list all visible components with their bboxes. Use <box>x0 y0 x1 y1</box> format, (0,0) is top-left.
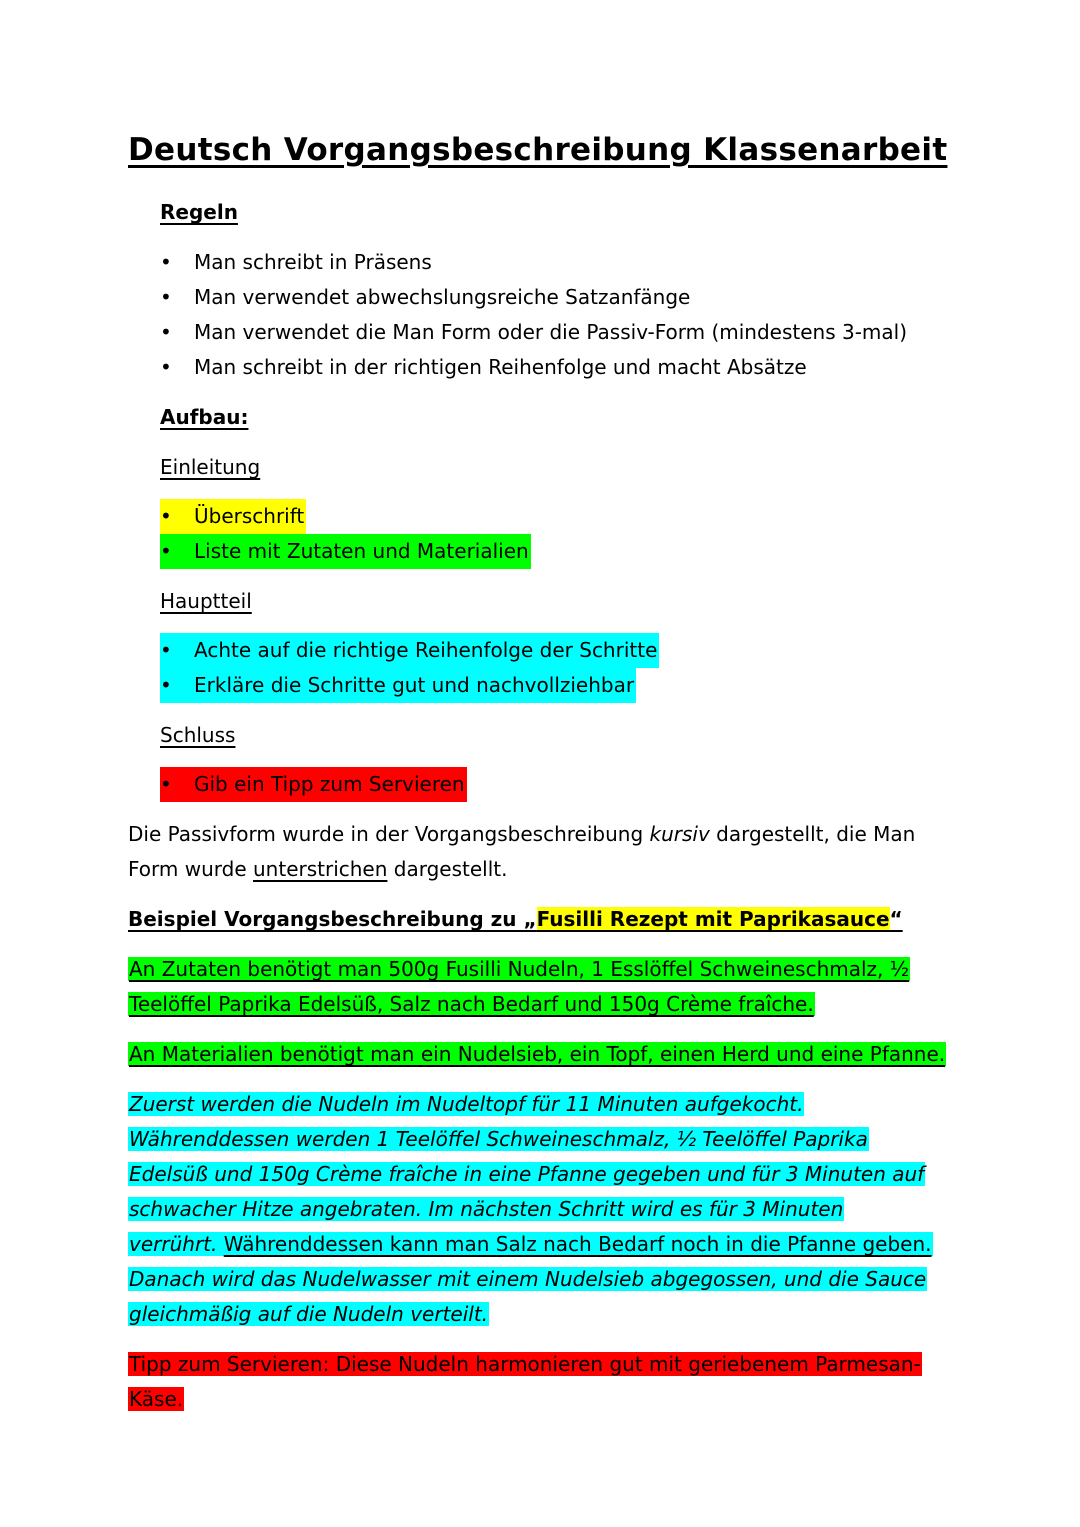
schluss-heading: Schluss <box>160 723 236 747</box>
example-heading: Beispiel Vorgangsbeschreibung zu „Fusilli Rezept mit Paprikasauce“ <box>128 907 903 931</box>
list-item: • Liste mit Zutaten und Materialien <box>160 534 531 569</box>
regeln-heading: Regeln <box>160 200 238 224</box>
materialien-paragraph: An Materialien benötigt man ein Nudelsieb, ein Topf, einen Herd und eine Pfanne. <box>129 1042 946 1066</box>
list-item: • Man verwendet abwechslungsreiche Satzanfänge <box>160 285 691 309</box>
list-item: • Man schreibt in Präsens <box>160 250 432 274</box>
tipp-paragraph: Tipp zum Servieren: Diese Nudeln harmonieren gut mit geriebenem Parmesan- Käse. <box>129 1352 921 1411</box>
regeln-list <box>160 245 907 385</box>
list-item: • Man schreibt in der richtigen Reihenfolge und macht Absätze <box>160 355 807 379</box>
format-note: Die Passivform wurde in der Vorgangsbeschreibung kursiv dargestellt, die Man Form wurde unterstrichen dargestellt. <box>128 822 916 881</box>
list-item: • Gib ein Tipp zum Servieren <box>160 767 467 802</box>
page-title: Deutsch Vorgangsbeschreibung Klassenarbeit <box>128 132 948 168</box>
list-item: • Achte auf die richtige Reihenfolge der Schritte <box>160 633 659 668</box>
list-item: • Man verwendet die Man Form oder die Passiv-Form (mindestens 3-mal) <box>160 320 908 344</box>
hauptteil-list <box>160 633 659 703</box>
list-item: • Überschrift <box>160 499 531 534</box>
einleitung-list <box>160 499 531 569</box>
einleitung-heading: Einleitung <box>160 455 261 479</box>
steps-paragraph: Zuerst werden die Nudeln im Nudeltopf für 11 Minuten aufgekocht. Währenddessen werden 1 Teelöffel Schweineschmalz, ½ Teelöffel Paprika Edelsüß und 150g Crème fraîche in eine Pfanne gegeben und für 3 Minuten auf schwacher Hitze angebraten. Im nächsten Schritt wird es für 3 Minuten verrührt. Währenddessen kann man Salz nach Bedarf noch in die Pfanne geben. Danach wird das Nudelwasser mit einem Nudelsieb abgegossen, und die Sauce gleichmäßig auf die Nudeln verteilt. <box>129 1092 932 1326</box>
hauptteil-heading: Hauptteil <box>160 589 252 613</box>
zutaten-paragraph: An Zutaten benötigt man 500g Fusilli Nudeln, 1 Esslöffel Schweineschmalz, ½ Teelöffel Paprika Edelsüß, Salz nach Bedarf und 150g Crème fraîche. <box>129 957 910 1016</box>
schluss-list <box>160 767 467 802</box>
list-item: • Erkläre die Schritte gut und nachvollziehbar <box>160 668 659 703</box>
aufbau-heading: Aufbau: <box>160 405 249 429</box>
